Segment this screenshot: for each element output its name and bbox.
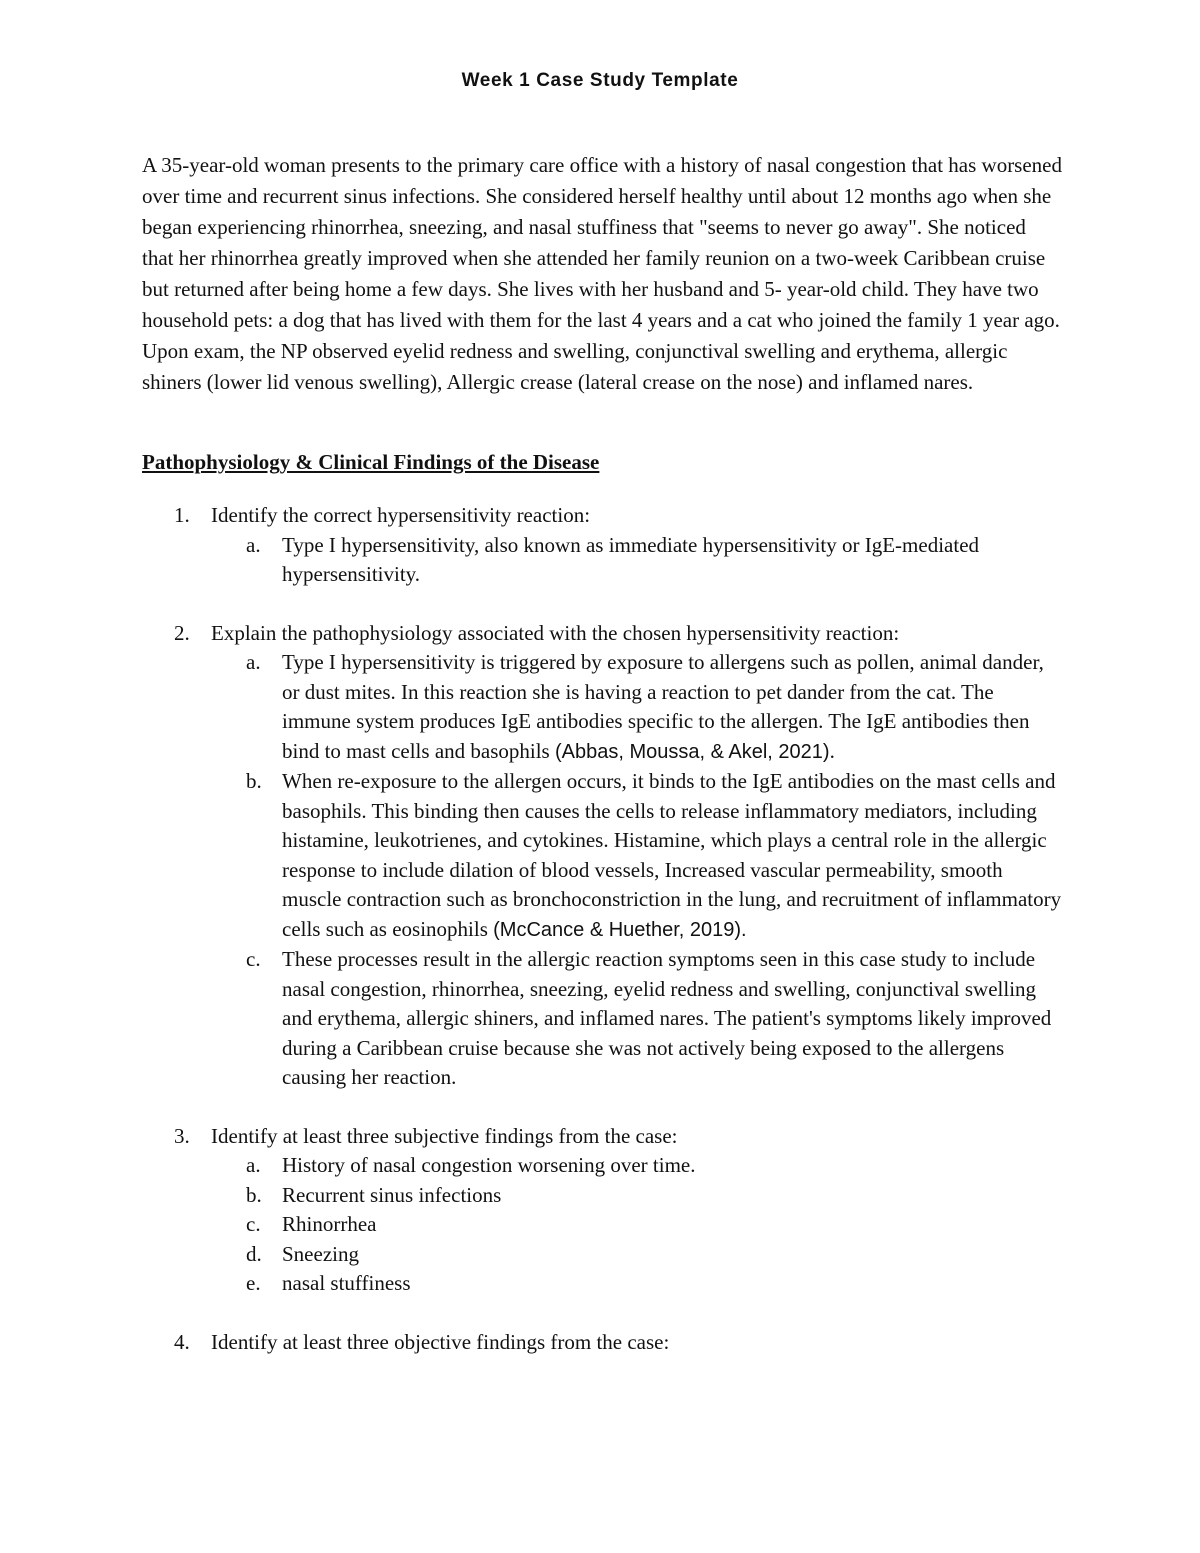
answer-item [211, 1181, 1062, 1211]
question-text: Identify the correct hypersensitivity reaction: [211, 503, 591, 527]
question-4 [142, 1328, 1062, 1358]
question-2 [142, 619, 1062, 1093]
answer-letter: e. [246, 1271, 261, 1295]
answer-text: Type I hypersensitivity is triggered by exposure to allergens such as pollen, animal dander, or dust mites. In this reaction she is having a reaction to pet dander from the cat. The immune system produces IgE antibodies specific to the allergen. The IgE antibodies then bind to mast cells and basophils [282, 650, 1044, 763]
question-number: 4. [174, 1329, 190, 1354]
answer-item [211, 1240, 1062, 1270]
question-number: 2. [174, 620, 190, 645]
citation: (Abbas, Moussa, & Akel, 2021) [554, 740, 830, 763]
answer-tail: . [829, 738, 835, 763]
answer-letter: b. [246, 1182, 262, 1207]
answer-item [211, 767, 1062, 945]
case-description: A 35-year-old woman presents to the primary care office with a history of nasal congestion that has worsened over time and recurrent sinus infections. She considered herself healthy until about 12 months ago when she began experiencing rhinorrhea, sneezing, and nasal stuffiness that "seems to never go away". She noticed that her rhinorrhea greatly improved when she attended her family reunion on a two-week Caribbean cruise but returned after being home a few days. She lives with her husband and 5- year-old child. They have two household pets: a dog that has lived with them for the last 4 years and a cat who joined the family 1 year ago. Upon exam, the NP observed eyelid redness and swelling, conjunctival swelling and erythema, allergic shiners (lower lid venous swelling), Allergic crease (lateral crease on the nose) and inflamed nares. [142, 153, 1063, 394]
answer-text: Type I hypersensitivity, also known as immediate hypersensitivity or IgE-mediated hypersensitivity. [282, 532, 980, 586]
answer-letter: a. [246, 650, 261, 674]
answer-text: These processes result in the allergic reaction symptoms seen in this case study to include nasal congestion, rhinorrhea, sneezing, eyelid redness and swelling, conjunctival swelling and erythema, allergic shiners, and inflamed nares. The patient's symptoms likely improved during a Caribbean cruise because she was not actively being exposed to the allergens causing her reaction. [282, 947, 1052, 1089]
question-text: Explain the pathophysiology associated with the chosen hypersensitivity reaction: [211, 620, 900, 645]
answer-item [211, 1210, 1062, 1240]
answer-item [211, 1151, 1062, 1181]
answer-letter: c. [246, 947, 261, 971]
answer-item [211, 1269, 1062, 1299]
answer-letter: c. [246, 1212, 261, 1236]
answer-letter: d. [246, 1241, 262, 1266]
question-text: Identify at least three subjective findings from the case: [211, 1123, 678, 1148]
question-list [142, 501, 1062, 1357]
question-1 [142, 501, 1062, 590]
answer-letter: b. [246, 769, 262, 793]
answer-item [211, 945, 1062, 1093]
answer-text: Recurrent sinus infections [282, 1182, 502, 1207]
section-heading: Pathophysiology & Clinical Findings of the Disease [142, 450, 600, 474]
answer-text: Rhinorrhea [282, 1212, 377, 1236]
answer-item [211, 531, 1062, 590]
question-number: 3. [174, 1123, 190, 1148]
answer-letter: a. [246, 532, 261, 557]
answer-letter: a. [246, 1153, 261, 1177]
document-title: Week 1 Case Study Template [461, 70, 739, 91]
answer-text: Sneezing [282, 1241, 359, 1266]
question-text: Identify at least three objective findings from the case: [211, 1329, 670, 1354]
question-3 [142, 1122, 1062, 1299]
answer-text: When re-exposure to the allergen occurs, it binds to the IgE antibodies on the mast cells and basophils. This binding then causes the cells to release inflammatory mediators, including histamine, leukotrienes, and cytokines. Histamine, which plays a central role in the allergic response to include dilation of blood vessels, Increased vascular permeability, smooth muscle contraction such as bronchoconstriction in the lung, and recruitment of inflammatory cells such as eosinophils [282, 769, 1062, 941]
answer-item [211, 648, 1062, 767]
citation: (McCance & Huether, 2019). [493, 918, 747, 941]
answer-text: History of nasal congestion worsening over time. [282, 1153, 696, 1177]
answer-text: nasal stuffiness [282, 1271, 411, 1295]
question-number: 1. [174, 503, 190, 527]
